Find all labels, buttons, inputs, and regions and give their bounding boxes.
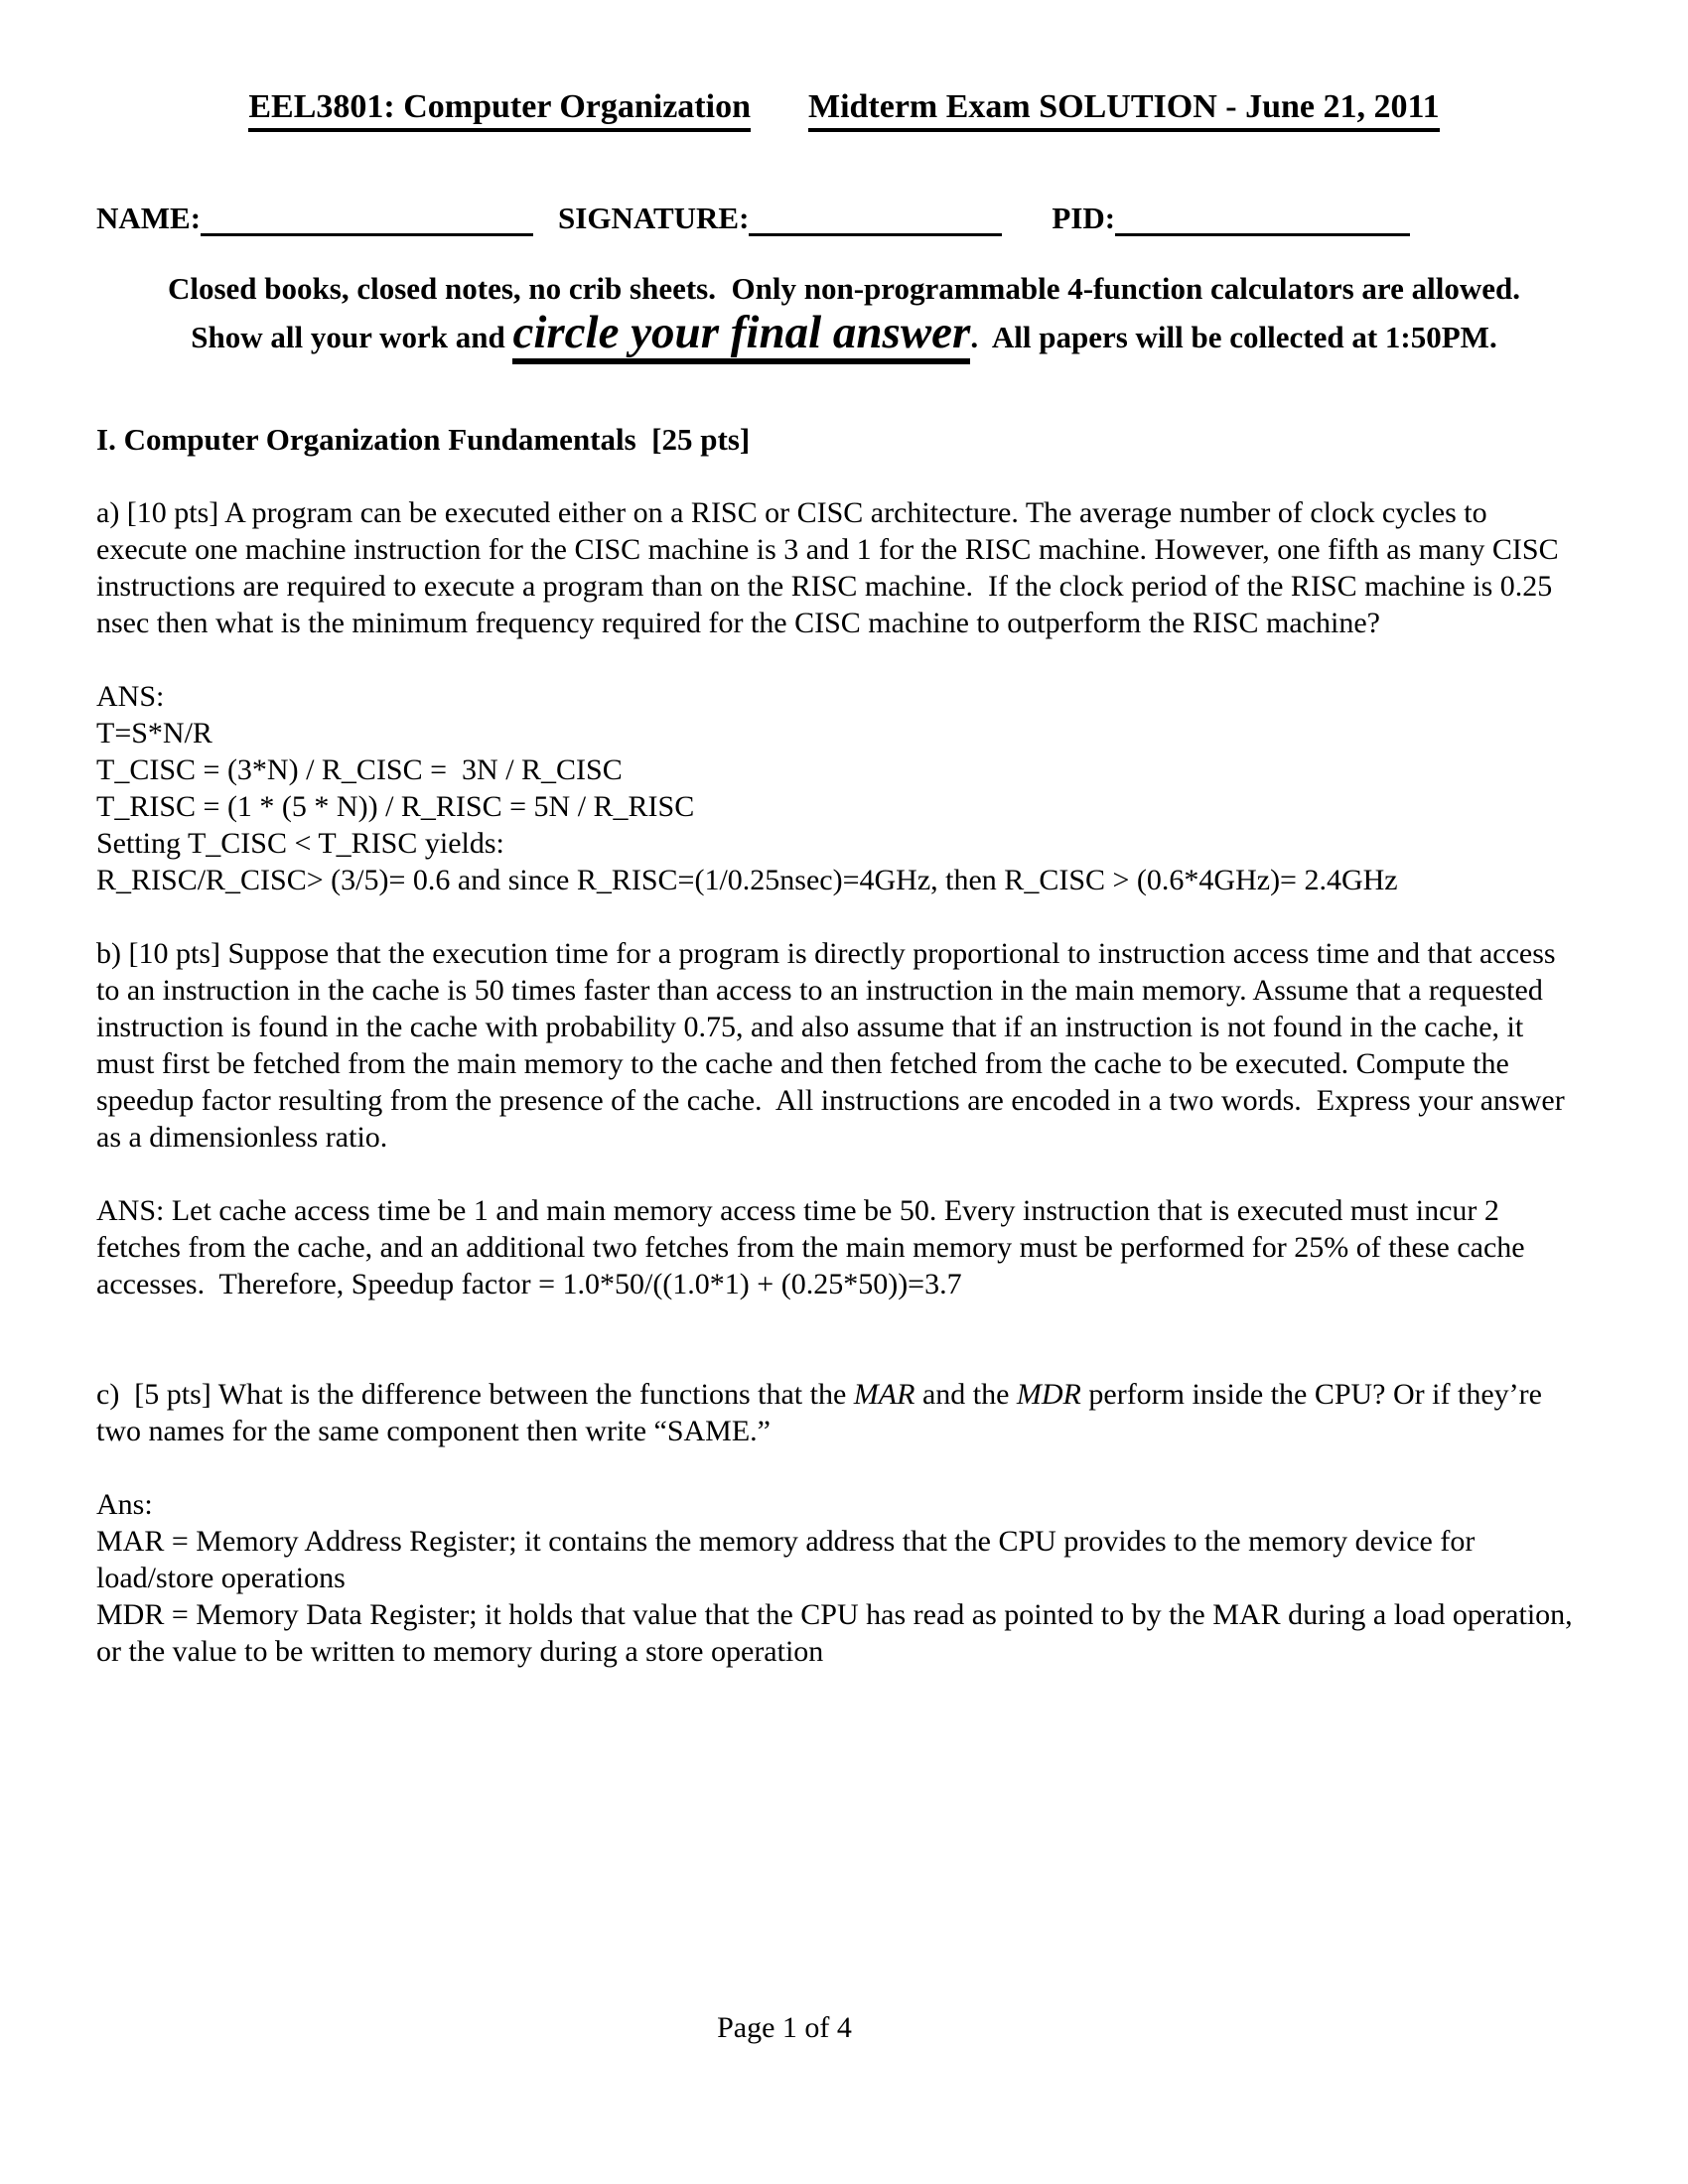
signature-label: SIGNATURE: [558, 201, 750, 235]
instructions-line1: Closed books, closed notes, no crib sheets. Only non-programmable 4-function calculators are allowed. [167, 271, 1520, 306]
question-b-text: b) [10 pts] Suppose that the execution time for a program is directly proportional to instruction access time and that access to an instruction in the cache is 50 times faster than access to an instruction in the main memory. Assume that a requested instruction is found in the cache with probability 0.75, and also assume that if an instruction is not found in the cache, it must first be fetched from the main memory to the cache and then fetched from the cache to be executed. Compute the speedup factor resulting from the presence of the cache. All instructions are encoded in a two words. Express your answer as a dimensionless ratio. [96, 937, 1573, 1154]
signature-blank [749, 204, 1002, 236]
question-c-suffix: perform inside the CPU? Or if they’re two names for the same component then write “SAME.” [96, 1378, 1550, 1447]
instructions-line2-suffix: . All papers will be collected at 1:50PM. [970, 320, 1497, 354]
pid-label: PID: [1052, 201, 1116, 235]
question-c-text [96, 1376, 1579, 1449]
exam-instructions [0, 270, 1688, 358]
identity-fields-row [96, 200, 1628, 236]
course-title: EEL3801: Computer Organization [248, 87, 751, 132]
instructions-line2 [0, 307, 1688, 358]
mar-term: MAR [853, 1378, 915, 1411]
mdr-term: MDR [1016, 1378, 1081, 1411]
answer-c-block [96, 1486, 1579, 1670]
answer-a-line: R_RISC/R_CISC> (3/5)= 0.6 and since R_RISC=(1/0.25nsec)=4GHz, then R_CISC > (0.6*4GHz)= 2.4GHz [96, 864, 1398, 896]
question-c-mid: and the [914, 1378, 1017, 1411]
exam-name-date: Midterm Exam SOLUTION - June 21, 2011 [808, 87, 1440, 132]
answer-c-mdr-definition: MDR = Memory Data Register; it holds that value that the CPU has read as pointed to by the MAR during a load operation, or the value to be written to memory during a store operation [96, 1598, 1581, 1668]
name-label: NAME: [96, 201, 202, 235]
answer-a-line: ANS: [96, 680, 165, 713]
page-number: Page 1 of 4 [717, 2011, 852, 2044]
circle-answer-emphasis: circle your final answer [512, 307, 970, 364]
answer-a-block [96, 678, 1579, 898]
section-heading: I. Computer Organization Fundamentals [25 pts] [96, 422, 751, 457]
answer-a-line: T=S*N/R [96, 717, 212, 750]
name-blank [201, 204, 533, 236]
answer-b-text: ANS: Let cache access time be 1 and main memory access time be 50. Every instruction that is executed must incur 2 fetches from the cache, and an additional two fetches from the main memory must be performed for 25% of these cache accesses. Therefore, Speedup factor = 1.0*50/((1.0*1) + (0.25*50))=3.7 [96, 1194, 1533, 1300]
pid-blank [1115, 204, 1410, 236]
answer-c-label: Ans: [96, 1488, 153, 1521]
exam-title [0, 87, 1688, 132]
question-c-prefix: c) [5 pts] What is the difference between the functions that the [96, 1378, 854, 1411]
instructions-line2-prefix: Show all your work and [191, 320, 513, 354]
answer-a-line: T_RISC = (1 * (5 * N)) / R_RISC = 5N / R_RISC [96, 790, 695, 823]
question-a-text: a) [10 pts] A program can be executed either on a RISC or CISC architecture. The average number of clock cycles to execute one machine instruction for the CISC machine is 3 and 1 for the RISC machine. However, one fifth as many CISC instructions are required to execute a program than on the RISC machine. If the clock period of the RISC machine is 0.25 nsec then what is the minimum frequency required for the CISC machine to outperform the RISC machine? [96, 496, 1567, 639]
answer-c-mar-definition: MAR = Memory Address Register; it contains the memory address that the CPU provides to the memory device for load/store operations [96, 1525, 1482, 1594]
answer-a-line: T_CISC = (3*N) / R_CISC = 3N / R_CISC [96, 753, 623, 786]
answer-a-line: Setting T_CISC < T_RISC yields: [96, 827, 504, 860]
